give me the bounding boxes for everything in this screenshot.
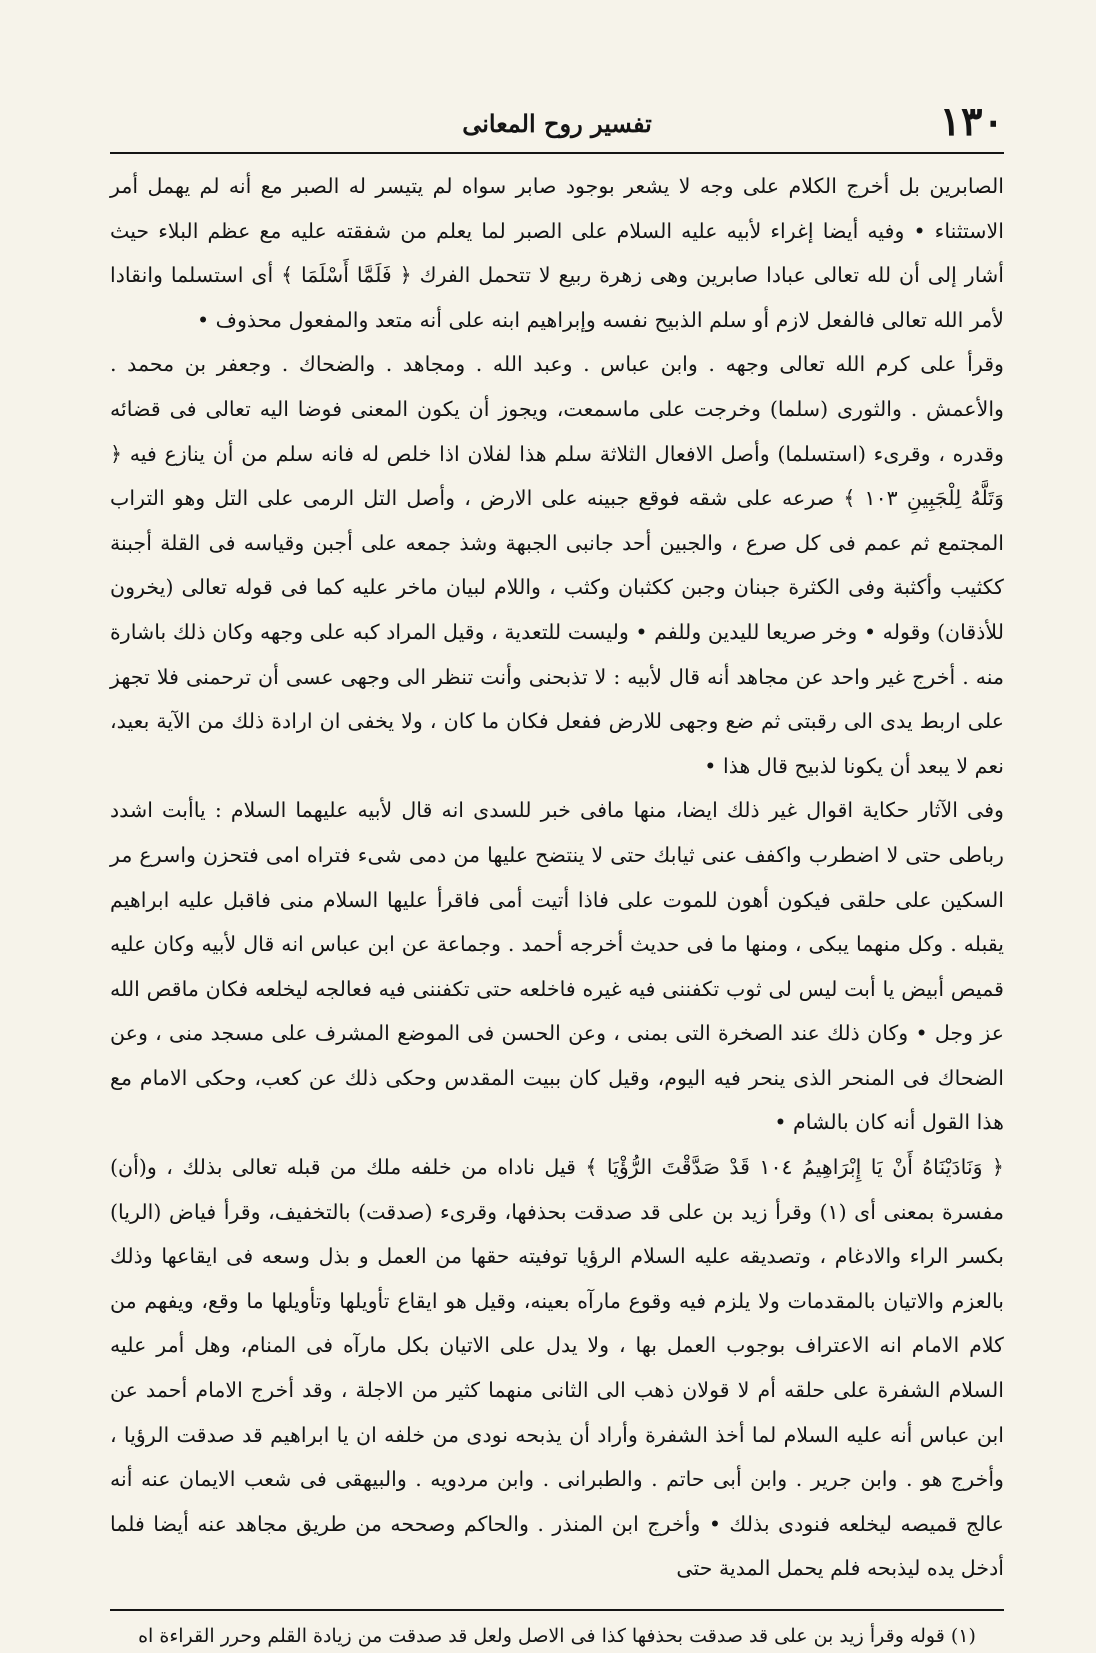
- footnote: (١) قوله وقرأ زيد بن على قد صدقت بحذفها كذا فى الاصل ولعل قد صدقت من زيادة القلم وحرر القراءة اه: [138, 1625, 976, 1647]
- running-title: تفسير روح المعانى: [462, 109, 652, 138]
- page-number: ١٣٠: [939, 98, 1004, 145]
- main-text: [110, 164, 1004, 1591]
- header-rule: [110, 152, 1004, 154]
- paragraph: الصابرين بل أخرج الكلام على وجه لا يشعر بوجود صابر سواه لم يتيسر له الصبر مع أنه لم يهمل أمر الاستثناء • وفيه أيضا إغراء لأبيه عليه السلام على الصبر لما يعلم من شفقته عليه مع عظم البلاء حيث أشار إلى أن لله تعالى عبادا صابرين وهى زهرة ربيع لا تتحمل الفرك ﴿ فَلَمَّا أَسْلَمَا ﴾ أى استسلما وانقادا لأمر الله تعالى فالفعل لازم أو سلم الذبيح نفسه وإبراهيم ابنه على أنه متعد والمفعول محذوف •: [110, 174, 1004, 332]
- paragraph: وقرأ على كرم الله تعالى وجهه . وابن عباس . وعبد الله . ومجاهد . والضحاك . وجعفر بن محمد . والأعمش . والثورى (سلما) وخرجت على ماسمعت، ويجوز أن يكون المعنى فوضا اليه تعالى فى قضائه وقدره ، وقرىء (استسلما) وأصل الافعال الثلاثة سلم هذا لفلان اذا خلص له فانه سلم من أن ينازع فيه ﴿ وَتَلَّهُ لِلْجَبِينِ ١٠٣ ﴾ صرعه على شقه فوقع جبينه على الارض ، وأصل التل الرمى على التل وهو التراب المجتمع ثم عمم فى كل صرع ، والجبين أحد جانبى الجبهة وشذ جمعه على أجبن وقياسه فى القلة أجبنة ككثيب وأكثبة وفى الكثرة جبنان وجبن ككثبان وكثب ، واللام لبيان ماخر عليه كما فى قوله تعالى (يخرون للأذقان) وقوله • وخر صريعا لليدين وللفم • وليست للتعدية ، وقيل المراد كبه على وجهه وكان ذلك باشارة منه . أخرج غير واحد عن مجاهد أنه قال لأبيه : لا تذبحنى وأنت تنظر الى وجهى عسى أن ترحمنى فلا تجهز على اربط يدى الى رقبتى ثم ضع وجهى للارض ففعل فكان ما كان ، ولا يخفى ان ارادة ذلك من الآية بعيد، نعم لا يبعد أن يكونا لذبيح قال هذا •: [110, 352, 1004, 778]
- footnote-rule: [110, 1609, 1004, 1611]
- paragraph: ﴿ وَنَادَيْنَاهُ أَنْ يَا إِبْرَاهِيمُ ١٠٤ قَدْ صَدَّقْتَ الرُّؤْيَا ﴾ قيل ناداه من خلفه ملك من قبله تعالى بذلك ، و(أن) مفسرة بمعنى أى (١) وقرأ زيد بن على قد صدقت بحذفها، وقرىء (صدقت) بالتخفيف، وقرأ فياض (الريا) بكسر الراء والادغام ، وتصديقه عليه السلام الرؤيا توفيته حقها من العمل و بذل وسعه فى ايقاعها وذلك بالعزم والاتيان بالمقدمات ولا يلزم فيه وقوع مارآه بعينه، وقيل هو ايقاع تأويلها وتأويلها ما وقع، ويفهم من كلام الامام انه الاعتراف بوجوب العمل بها ، ولا يدل على الاتيان بكل مارآه فى المنام، وهل أمر عليه السلام الشفرة على حلقه أم لا قولان ذهب الى الثانى منهما كثير من الاجلة ، وقد أخرج الامام أحمد عن ابن عباس أنه عليه السلام لما أخذ الشفرة وأراد أن يذبحه نودى من خلفه ان يا ابراهيم قد صدقت الرؤيا ، وأخرج هو . وابن جرير . وابن أبى حاتم . والطبرانى . وابن مردويه . والبيهقى فى شعب الايمان عنه أنه عالج قميصه ليخلعه فنودى بذلك • وأخرج ابن المنذر . والحاكم وصححه من طريق مجاهد عنه أيضا فلما أدخل يده ليذبحه فلم يحمل المدية حتى: [110, 1155, 1005, 1581]
- paragraph: وفى الآثار حكاية اقوال غير ذلك ايضا، منها مافى خبر للسدى انه قال لأبيه عليهما السلام : ياأبت اشدد رباطى حتى لا اضطرب واكفف عنى ثيابك حتى لا ينتضح عليها من دمى شىء فتراه امى فتحزن واسرع مر السكين على حلقى فيكون أهون للموت على فاذا أتيت أمى فاقرأ عليها السلام منى فاقبل عليه ابراهيم يقبله . وكل منهما يبكى ، ومنها ما فى حديث أخرجه أحمد . وجماعة عن ابن عباس انه قال لأبيه وكان عليه قميص أبيض يا أبت ليس لى ثوب تكفننى فيه غيره فاخلعه حتى تكفننى فيه فعالجه ليخلعه فكان ماقص الله عز وجل • وكان ذلك عند الصخرة التى بمنى ، وعن الحسن فى الموضع المشرف على مسجد منى ، وعن الضحاك فى المنحر الذى ينحر فيه اليوم، وقيل كان ببيت المقدس وحكى ذلك عن كعب، وحكى الامام مع هذا القول أنه كان بالشام •: [110, 798, 1004, 1135]
- page-header: [110, 96, 1004, 148]
